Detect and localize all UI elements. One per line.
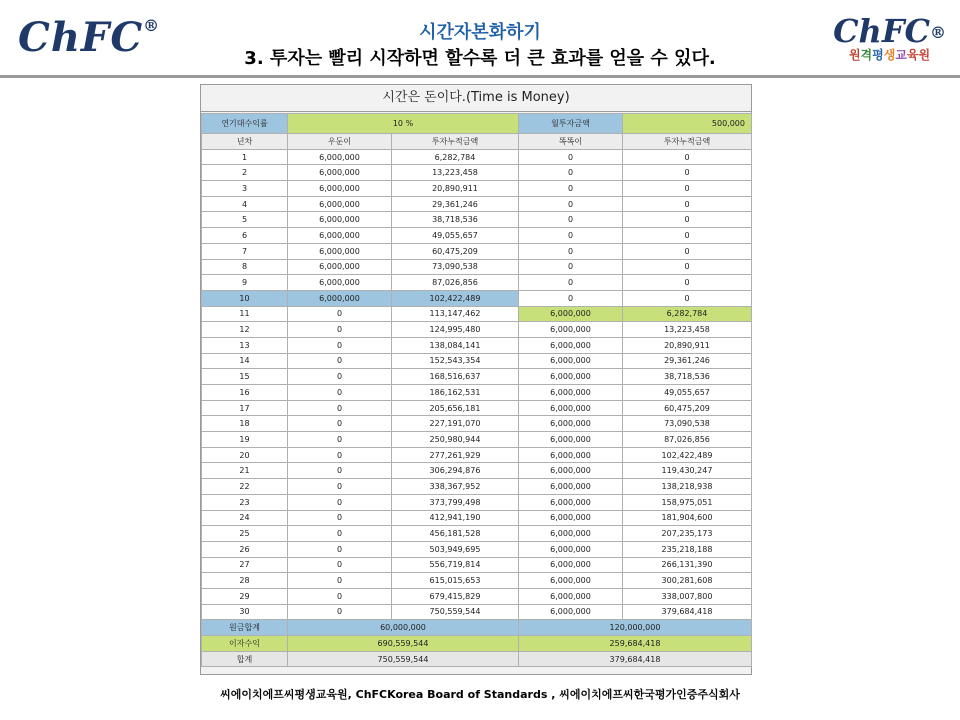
table-cell: 6,000,000 [519,526,623,542]
table-cell: 20,890,911 [392,181,519,197]
summary-value-a: 60,000,000 [288,620,519,636]
table-cell: 0 [288,588,392,604]
table-cell: 14 [202,353,288,369]
table-row [202,369,752,385]
table-cell: 6,000,000 [519,573,623,589]
investment-table [201,113,752,667]
table-row [202,353,752,369]
table-cell: 503,949,695 [392,541,519,557]
table-cell: 20 [202,447,288,463]
header-accum-b: 투자누적금액 [623,134,752,150]
table-cell: 9 [202,275,288,291]
table-cell: 679,415,829 [392,588,519,604]
table-cell: 6 [202,228,288,244]
table-cell: 0 [288,557,392,573]
header-accum-a: 투자누적금액 [392,134,519,150]
table-cell: 0 [623,212,752,228]
table-cell: 0 [288,479,392,495]
table-cell: 6,000,000 [519,494,623,510]
table-cell: 60,475,209 [392,243,519,259]
sheet-title: 시간은 돈이다.(Time is Money) [201,85,751,112]
table-cell: 49,055,657 [623,385,752,401]
table-cell: 0 [623,181,752,197]
table-row [202,165,752,181]
table-row [202,290,752,306]
table-cell: 227,191,070 [392,416,519,432]
table-cell: 266,131,390 [623,557,752,573]
table-cell: 0 [519,275,623,291]
table-row [202,322,752,338]
table-cell: 6,000,000 [519,385,623,401]
table-cell: 6,282,784 [392,149,519,165]
table-row [202,432,752,448]
summary-label: 합계 [202,651,288,667]
table-cell: 23 [202,494,288,510]
table-cell: 0 [519,228,623,244]
table-cell: 0 [623,228,752,244]
table-row [202,212,752,228]
table-row [202,416,752,432]
table-cell: 6,000,000 [519,510,623,526]
table-cell: 186,162,531 [392,385,519,401]
table-cell: 6,000,000 [288,228,392,244]
table-cell: 138,218,938 [623,479,752,495]
table-cell: 26 [202,541,288,557]
table-cell: 0 [288,306,392,322]
table-row [202,337,752,353]
table-row [202,400,752,416]
table-cell: 0 [623,243,752,259]
table-row [202,541,752,557]
table-row [202,275,752,291]
table-row [202,385,752,401]
table-cell: 615,015,653 [392,573,519,589]
table-cell: 168,516,637 [392,369,519,385]
table-cell: 6,000,000 [519,416,623,432]
table-cell: 306,294,876 [392,463,519,479]
table-cell: 0 [519,196,623,212]
table-row [202,243,752,259]
table-cell: 12 [202,322,288,338]
summary-row [202,620,752,636]
table-cell: 6,000,000 [288,290,392,306]
logo-sub-char: 육 [906,48,919,62]
table-cell: 17 [202,400,288,416]
table-cell: 6,000,000 [519,306,623,322]
logo-sub-char: 생 [883,48,896,62]
table-cell: 87,026,856 [623,432,752,448]
table-cell: 0 [623,290,752,306]
rate-value: 10 [392,119,404,128]
table-cell: 373,799,498 [392,494,519,510]
rate-label: 연기대수익률 [202,114,288,134]
table-cell: 4 [202,196,288,212]
slide-subtitle: 3. 투자는 빨리 시작하면 할수록 더 큰 효과를 얻을 수 있다. [244,48,716,69]
table-cell: 6,000,000 [519,337,623,353]
table-cell: 456,181,528 [392,526,519,542]
table-row [202,149,752,165]
logo-sub-char: 평 [872,48,884,62]
table-cell: 6,000,000 [519,604,623,620]
summary-row [202,636,752,652]
table-row [202,306,752,322]
header-person-b: 똑똑이 [519,134,623,150]
logo-sub-char: 격 [860,48,873,62]
table-cell: 300,281,608 [623,573,752,589]
table-cell: 0 [288,541,392,557]
table-cell: 6,282,784 [623,306,752,322]
table-cell: 8 [202,259,288,275]
table-cell: 5 [202,212,288,228]
table-cell: 38,718,536 [623,369,752,385]
table-cell: 6,000,000 [519,432,623,448]
table-cell: 16 [202,385,288,401]
table-cell: 49,055,657 [392,228,519,244]
table-cell: 6,000,000 [288,196,392,212]
table-cell: 0 [288,526,392,542]
table-row [202,228,752,244]
table-row [202,494,752,510]
table-cell: 0 [623,259,752,275]
table-cell: 6,000,000 [519,588,623,604]
table-cell: 1 [202,149,288,165]
table-cell: 0 [519,165,623,181]
summary-value-b: 259,684,418 [519,636,752,652]
table-cell: 6,000,000 [288,181,392,197]
table-cell: 6,000,000 [519,557,623,573]
table-cell: 0 [288,463,392,479]
table-cell: 25 [202,526,288,542]
table-cell: 0 [288,494,392,510]
table-cell: 22 [202,479,288,495]
table-cell: 29 [202,588,288,604]
table-cell: 0 [623,165,752,181]
table-cell: 29,361,246 [392,196,519,212]
table-cell: 10 [202,290,288,306]
header-person-a: 우둔이 [288,134,392,150]
table-cell: 0 [519,290,623,306]
table-row [202,259,752,275]
table-cell: 158,975,051 [623,494,752,510]
rate-input-cell[interactable] [288,114,519,134]
slide-title: 시간자본화하기 [419,22,541,43]
table-cell: 13,223,458 [392,165,519,181]
table-row [202,526,752,542]
table-cell: 0 [288,416,392,432]
logo-left-text: ChFC [18,14,144,61]
table-cell: 13 [202,337,288,353]
table-cell: 412,941,190 [392,510,519,526]
footer-credits: 씨에이치에프씨평생교육원, ChFCKorea Board of Standards , 씨에이치에프씨한국평가인증주식회사 [220,688,740,701]
registered-mark: ® [143,16,161,35]
table-row [202,463,752,479]
table-cell: 152,543,354 [392,353,519,369]
table-cell: 102,422,489 [392,290,519,306]
summary-value-b: 120,000,000 [519,620,752,636]
table-cell: 338,367,952 [392,479,519,495]
logo-sub-char: 원 [848,48,861,62]
table-cell: 379,684,418 [623,604,752,620]
summary-label: 이자수익 [202,636,288,652]
table-row [202,479,752,495]
table-cell: 0 [623,196,752,212]
table-cell: 0 [623,149,752,165]
table-cell: 119,430,247 [623,463,752,479]
table-cell: 102,422,489 [623,447,752,463]
table-cell: 73,090,538 [623,416,752,432]
table-row [202,588,752,604]
table-cell: 113,147,462 [392,306,519,322]
table-cell: 6,000,000 [519,400,623,416]
table-cell: 38,718,536 [392,212,519,228]
table-cell: 6,000,000 [519,479,623,495]
table-cell: 0 [288,369,392,385]
table-cell: 0 [519,259,623,275]
table-cell: 0 [288,510,392,526]
table-cell: 0 [288,353,392,369]
table-cell: 250,980,944 [392,432,519,448]
spreadsheet-panel [200,84,752,675]
table-cell: 0 [519,181,623,197]
table-row [202,510,752,526]
table-cell: 0 [623,275,752,291]
table-cell: 6,000,000 [519,463,623,479]
table-cell: 6,000,000 [288,212,392,228]
summary-value-a: 750,559,544 [288,651,519,667]
table-cell: 24 [202,510,288,526]
table-cell: 556,719,814 [392,557,519,573]
table-cell: 20,890,911 [623,337,752,353]
header-year: 년차 [202,134,288,150]
summary-value-a: 690,559,544 [288,636,519,652]
table-cell: 0 [288,337,392,353]
investment-table-body [202,114,752,667]
table-cell: 6,000,000 [288,165,392,181]
table-cell: 13,223,458 [623,322,752,338]
logo-sub-char: 원 [918,48,931,62]
table-cell: 21 [202,463,288,479]
table-cell: 277,261,929 [392,447,519,463]
table-cell: 18 [202,416,288,432]
table-cell: 0 [519,149,623,165]
table-cell: 6,000,000 [519,369,623,385]
table-row [202,604,752,620]
table-cell: 0 [288,604,392,620]
table-cell: 6,000,000 [519,447,623,463]
rate-unit: % [405,119,414,128]
logo-right-registered-mark: ® [930,23,946,42]
table-cell: 15 [202,369,288,385]
monthly-label: 월투자금액 [519,114,623,134]
table-cell: 29,361,246 [623,353,752,369]
table-cell: 338,007,800 [623,588,752,604]
table-cell: 750,559,544 [392,604,519,620]
table-row [202,196,752,212]
table-cell: 138,084,141 [392,337,519,353]
config-row [202,114,752,134]
table-cell: 181,904,600 [623,510,752,526]
table-row [202,447,752,463]
table-cell: 28 [202,573,288,589]
table-cell: 60,475,209 [623,400,752,416]
table-cell: 11 [202,306,288,322]
table-cell: 6,000,000 [288,259,392,275]
table-cell: 6,000,000 [519,353,623,369]
table-row [202,557,752,573]
table-cell: 0 [288,385,392,401]
table-cell: 6,000,000 [288,149,392,165]
table-cell: 205,656,181 [392,400,519,416]
table-cell: 0 [288,322,392,338]
header-divider [0,75,960,78]
table-row [202,573,752,589]
header-row [202,134,752,150]
table-cell: 6,000,000 [519,322,623,338]
table-cell: 73,090,538 [392,259,519,275]
table-cell: 6,000,000 [288,275,392,291]
table-cell: 3 [202,181,288,197]
logo-sub-char: 교 [895,48,907,62]
table-cell: 207,235,173 [623,526,752,542]
logo-right-text: ChFC [833,12,930,50]
table-cell: 87,026,856 [392,275,519,291]
table-cell: 0 [519,243,623,259]
table-cell: 6,000,000 [519,541,623,557]
table-cell: 0 [288,447,392,463]
table-cell: 0 [288,400,392,416]
monthly-input-cell[interactable]: 500,000 [623,114,752,134]
table-cell: 7 [202,243,288,259]
table-cell: 0 [288,573,392,589]
summary-row [202,651,752,667]
summary-label: 원금합계 [202,620,288,636]
table-cell: 0 [519,212,623,228]
table-cell: 235,218,188 [623,541,752,557]
table-row [202,181,752,197]
summary-value-b: 379,684,418 [519,651,752,667]
table-cell: 27 [202,557,288,573]
table-cell: 19 [202,432,288,448]
table-cell: 2 [202,165,288,181]
table-cell: 6,000,000 [288,243,392,259]
table-cell: 30 [202,604,288,620]
table-cell: 0 [288,432,392,448]
table-cell: 124,995,480 [392,322,519,338]
